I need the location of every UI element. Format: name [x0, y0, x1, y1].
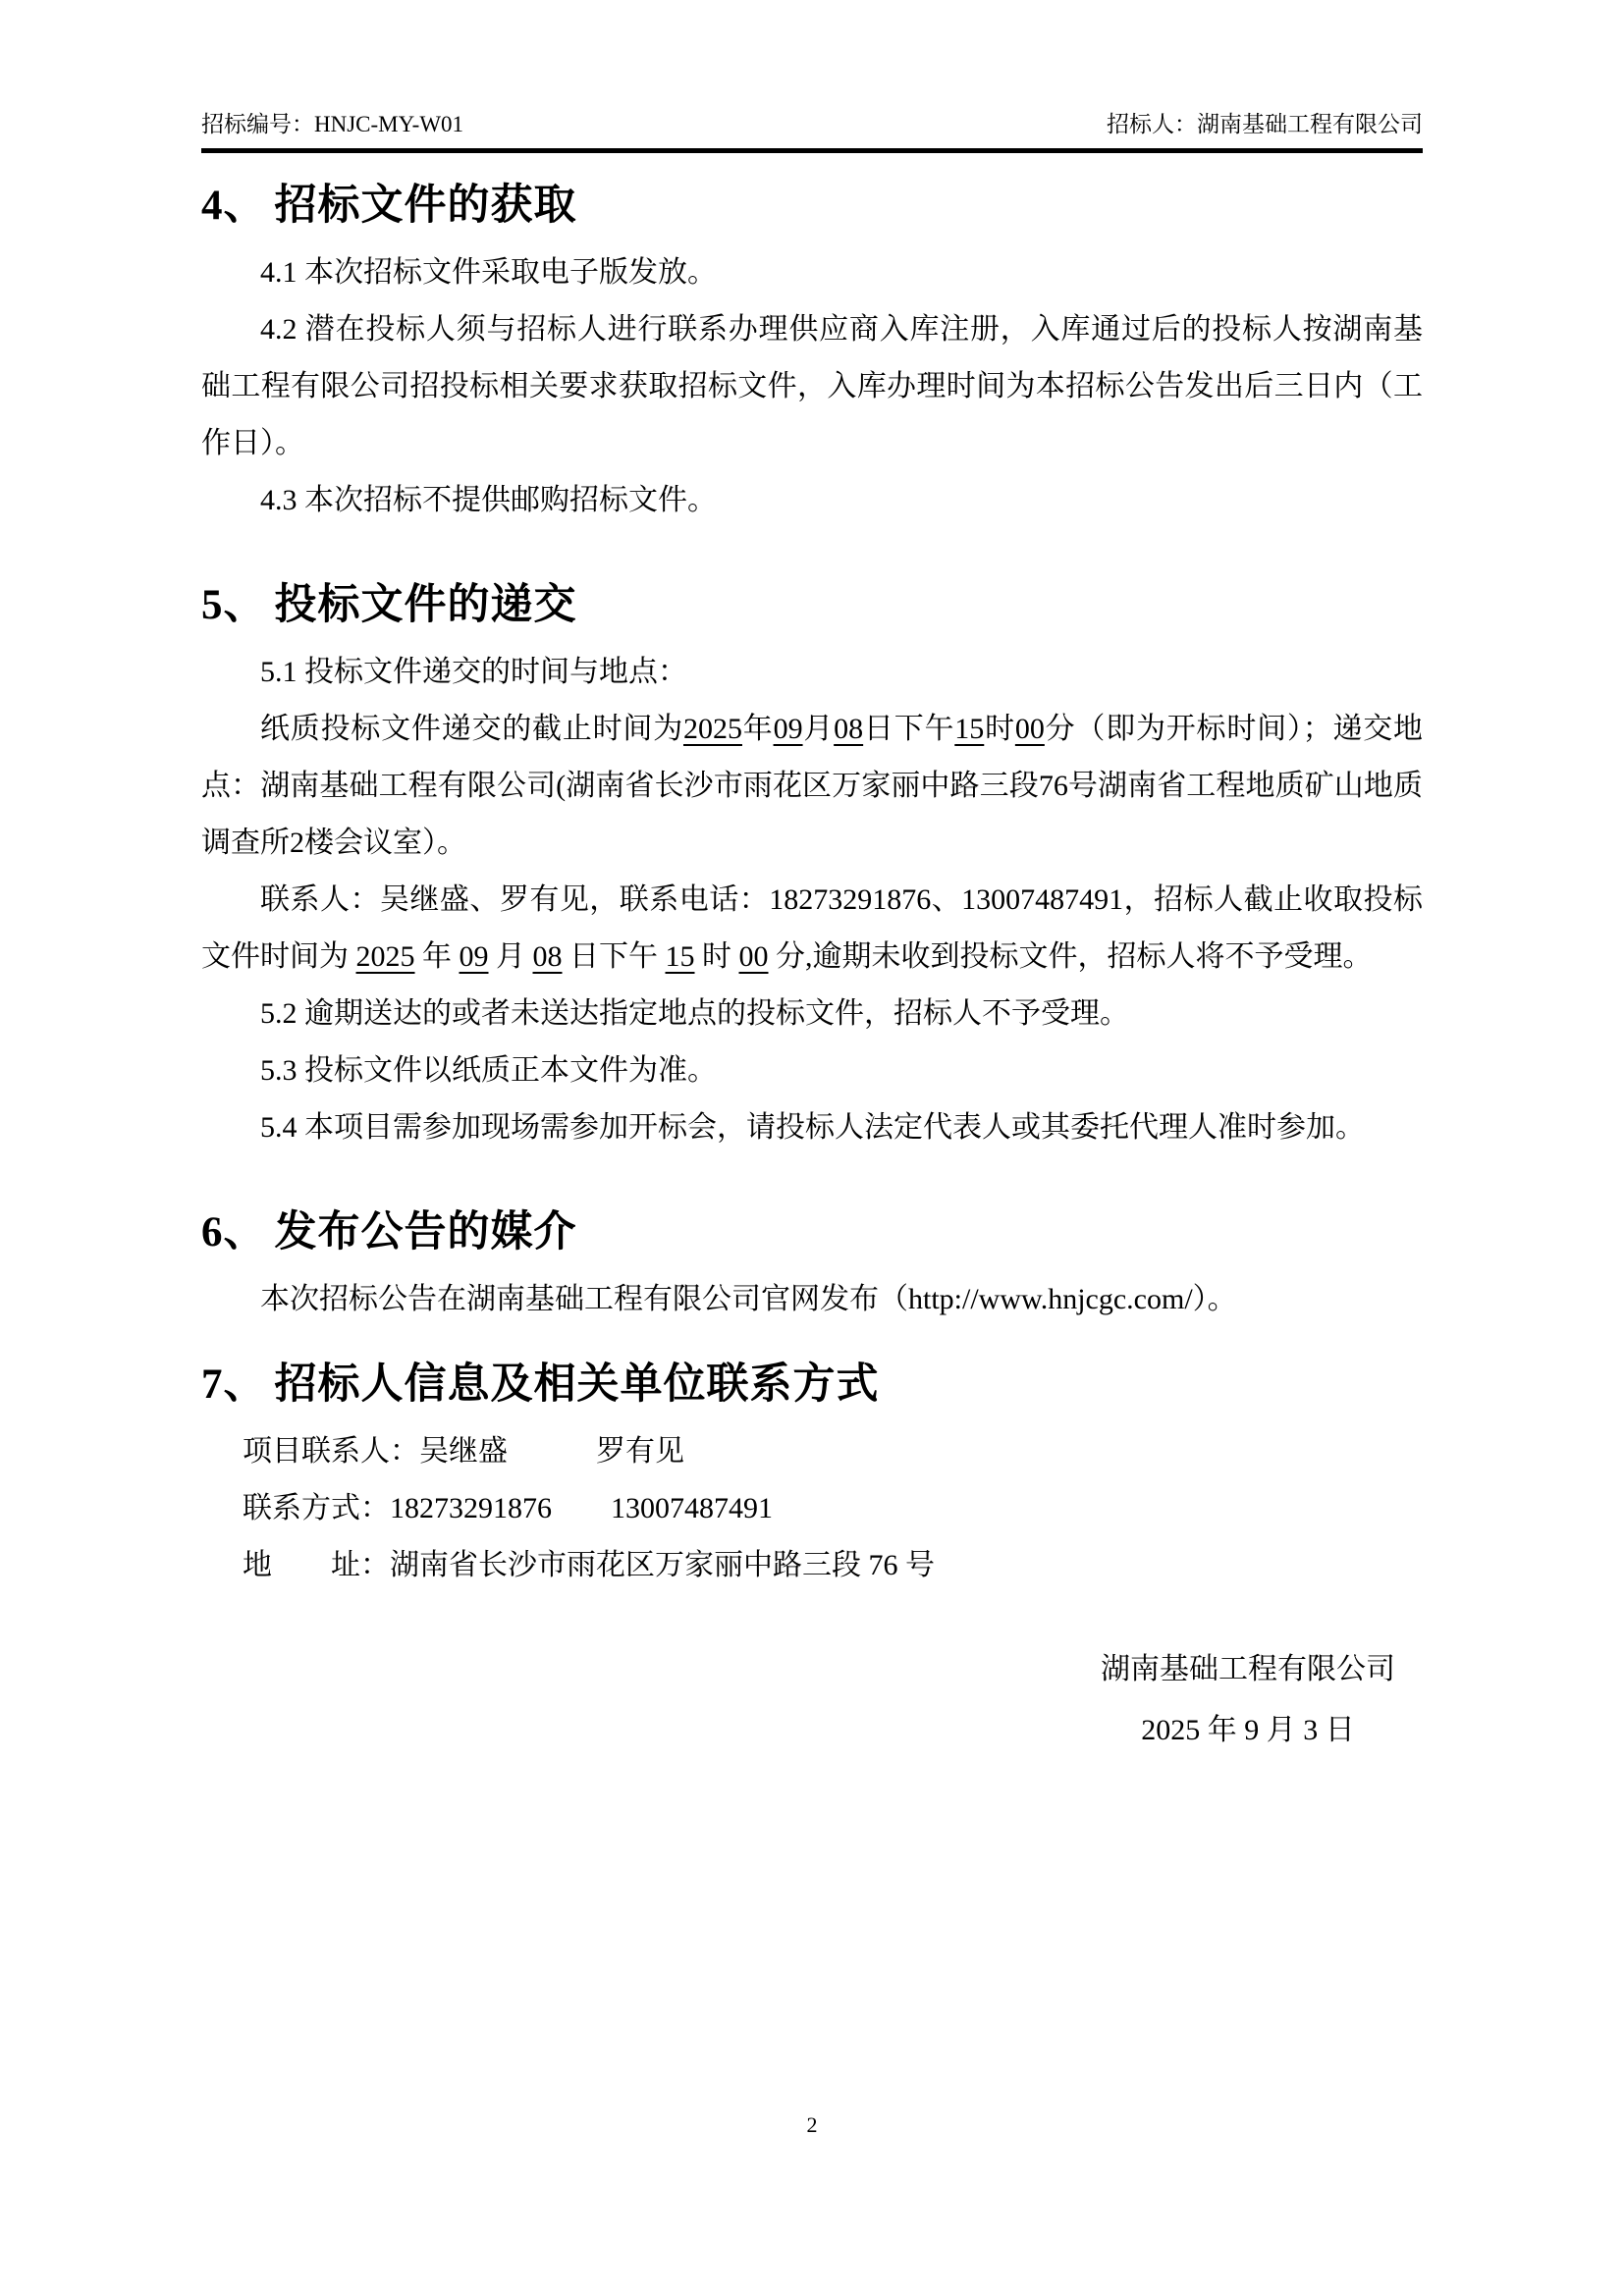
clause-5-4: 5.4 本项目需参加现场需参加开标会，请投标人法定代表人或其委托代理人准时参加。	[260, 1111, 1365, 1144]
section-4-heading	[201, 179, 1423, 233]
clause-5-3: 5.3 投标文件以纸质正本文件为准。	[260, 1054, 717, 1087]
section-bid-submission	[201, 578, 1423, 1156]
contact-phone-line: 联系方式：18273291876 13007487491	[243, 1492, 773, 1524]
section-announcement-media	[201, 1205, 1423, 1328]
signature-block	[1101, 1639, 1395, 1761]
signature-date: 2025 年 9 月 3 日	[1141, 1714, 1355, 1746]
section-6-heading	[201, 1205, 1423, 1259]
section-5-title: 投标文件的递交	[274, 581, 577, 628]
page-header	[201, 110, 1423, 153]
clause-5-1-deadline: 纸质投标文件递交的截止时间为2025年09月08日下午15时00分（即为开标时间）；递交地点：湖南基础工程有限公司(湖南省长沙市雨花区万家丽中路三段76号湖南省工程地质矿山地质调查所2楼会议室）。	[201, 713, 1424, 859]
section-5-number: 5、	[201, 582, 267, 628]
section-4-number: 4、	[201, 183, 267, 229]
section-7-number: 7、	[201, 1362, 267, 1408]
section-tenderer-contact-info	[201, 1358, 1423, 1594]
clause-5-2: 5.2 逾期送达的或者未送达指定地点的投标文件，招标人不予受理。	[260, 997, 1129, 1030]
page-number: 2	[806, 2112, 818, 2137]
header-tenderer: 招标人：湖南基础工程有限公司	[1107, 112, 1423, 136]
section-4-title: 招标文件的获取	[274, 182, 577, 229]
section-6-number: 6、	[201, 1209, 267, 1255]
clause-5-1: 5.1 投标文件递交的时间与地点：	[260, 656, 687, 688]
clause-4-2: 4.2 潜在投标人须与招标人进行联系办理供应商入库注册，入库通过后的投标人按湖南基础工程有限公司招投标相关要求获取招标文件，入库办理时间为本招标公告发出后三日内（工作日）。	[201, 313, 1423, 459]
section-5-heading	[201, 578, 1423, 632]
clause-4-1: 4.1 本次招标文件采取电子版发放。	[260, 256, 717, 289]
section-obtain-bid-documents	[201, 179, 1423, 529]
contact-person-line: 项目联系人：吴继盛 罗有见	[243, 1435, 684, 1468]
section-7-heading	[201, 1358, 1423, 1412]
clause-6-announcement: 本次招标公告在湖南基础工程有限公司官网发布（http://www.hnjcgc.com/）。	[260, 1283, 1237, 1315]
section-6-title: 发布公告的媒介	[274, 1208, 577, 1255]
clause-5-1-contacts: 联系人：吴继盛、罗有见，联系电话：18273291876、13007487491，招标人截止收取投标文件时间为 2025 年 09 月 08 日下午 15 时 00 分,逾期未收到投标文件，招标人将不予受理。	[201, 883, 1423, 973]
section-7-title: 招标人信息及相关单位联系方式	[274, 1361, 880, 1408]
contact-address-line: 地 址：湖南省长沙市雨花区万家丽中路三段 76 号	[243, 1549, 935, 1581]
signature-company: 湖南基础工程有限公司	[1101, 1653, 1395, 1685]
clause-4-3: 4.3 本次招标不提供邮购招标文件。	[260, 484, 717, 516]
header-tender-number: 招标编号：HNJC-MY-W01	[201, 112, 464, 136]
